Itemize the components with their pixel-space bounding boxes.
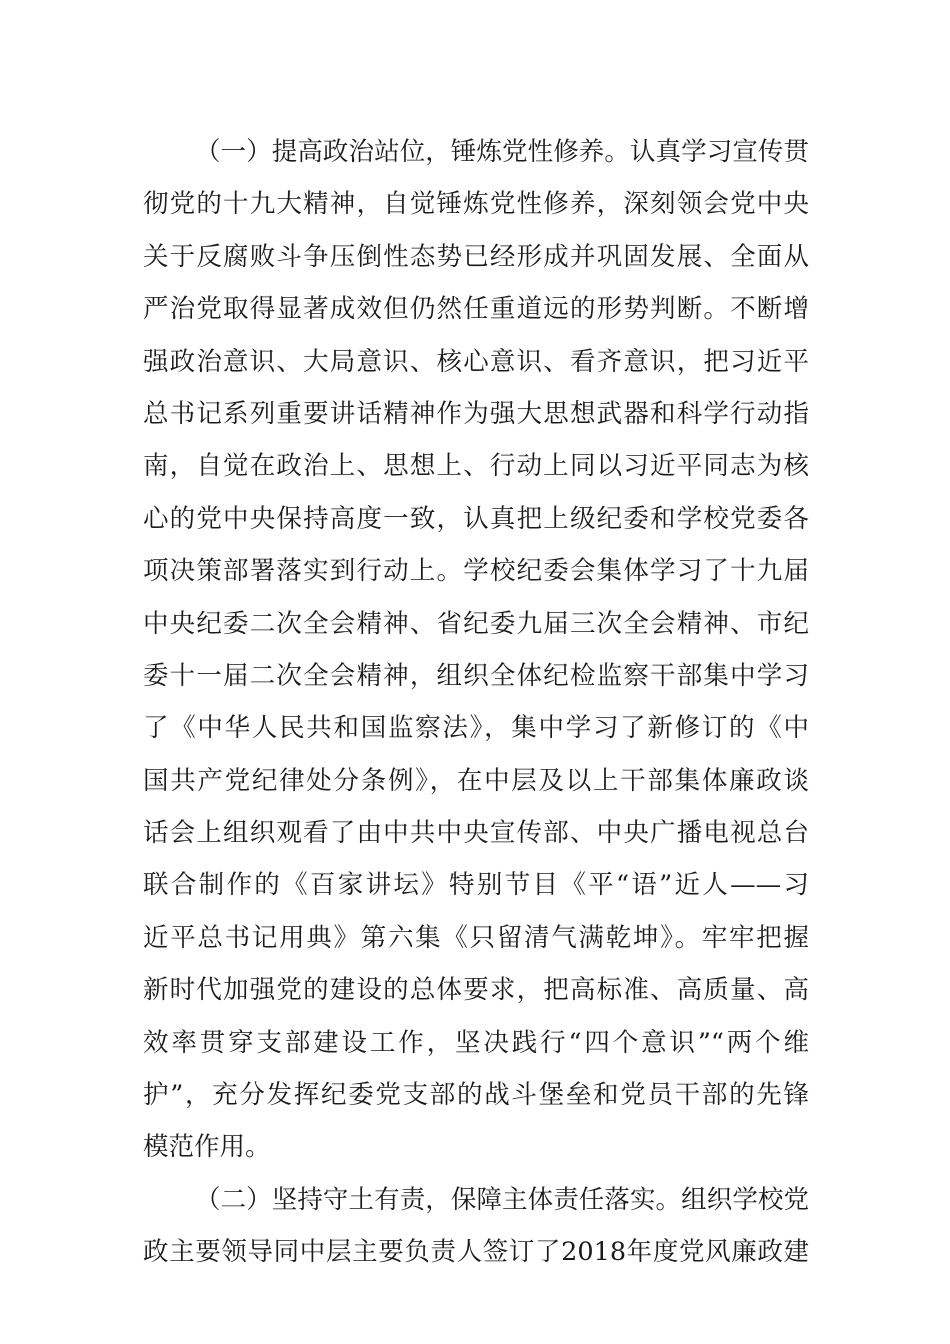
paragraph-2 — [143, 1174, 809, 1279]
paragraph-line: 委十一届二次全会精神，组织全体纪检监察干部集中学习 — [143, 660, 809, 691]
paragraph-line: 护”，充分发挥纪委党支部的战斗堡垒和党员干部的先锋 — [143, 1080, 809, 1111]
paragraph-1 — [143, 126, 809, 1174]
paragraph-line: 关于反腐败斗争压倒性态势已经形成并巩固发展、全面从 — [143, 241, 809, 272]
paragraph-line: （二）坚持守土有责，保障主体责任落实。组织学校党 — [195, 1184, 809, 1215]
paragraph-line: 近平总书记用典》第六集《只留清气满乾坤》。牢牢把握 — [143, 922, 809, 953]
paragraph-line: 南，自觉在政治上、思想上、行动上同以习近平同志为核 — [143, 451, 809, 482]
paragraph-line: 项决策部署落实到行动上。学校纪委会集体学习了十九届 — [143, 556, 809, 587]
paragraph-line: 国共产党纪律处分条例》，在中层及以上干部集体廉政谈 — [143, 765, 809, 796]
paragraph-line: 话会上组织观看了由中共中央宣传部、中央广播电视总台 — [143, 818, 809, 849]
paragraph-line: 效率贯穿支部建设工作，坚决践行“四个意识”“两个维 — [143, 1027, 809, 1058]
paragraph-line: 新时代加强党的建设的总体要求，把高标准、高质量、高 — [143, 975, 809, 1006]
paragraph-line: （一）提高政治站位，锤炼党性修养。认真学习宣传贯 — [195, 137, 809, 167]
paragraph-line: 模范作用。 — [143, 1132, 271, 1163]
paragraph-line: 强政治意识、大局意识、核心意识、看齐意识，把习近平 — [143, 346, 809, 377]
paragraph-line: 心的党中央保持高度一致，认真把上级纪委和学校党委各 — [143, 503, 809, 534]
paragraph-line: 彻党的十九大精神，自觉锤炼党性修养，深刻领会党中央 — [143, 189, 809, 220]
document-body — [143, 126, 809, 1279]
paragraph-line: 严治党取得显著成效但仍然任重道远的形势判断。不断增 — [143, 294, 809, 325]
paragraph-line: 总书记系列重要讲话精神作为强大思想武器和科学行动指 — [143, 398, 809, 429]
paragraph-line: 联合制作的《百家讲坛》特别节目《平“语”近人——习 — [143, 870, 809, 901]
paragraph-line: 政主要领导同中层主要负责人签订了2018年度党风廉政建 — [143, 1237, 809, 1268]
paragraph-line: 了《中华人民共和国监察法》，集中学习了新修订的《中 — [143, 713, 809, 744]
paragraph-line: 中央纪委二次全会精神、省纪委九届三次全会精神、市纪 — [143, 608, 809, 639]
